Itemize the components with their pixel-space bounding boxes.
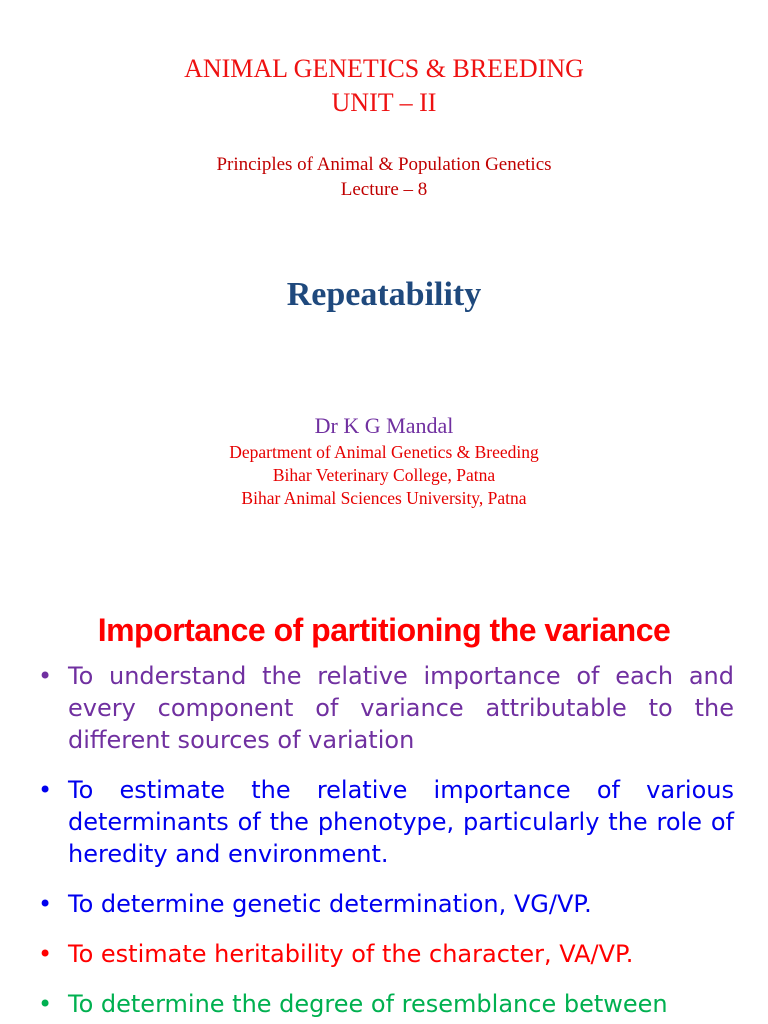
bullet-text: To determine genetic determination, VG/VP.: [68, 890, 592, 918]
subtitle: Principles of Animal & Population Genetics: [216, 154, 552, 175]
bullet-text: To estimate the relative importance of various determinants of the phenotype, particularly the role of heredity and environment.: [68, 776, 734, 868]
bullet-item: [38, 938, 734, 970]
bullet-text: To determine the degree of resemblance between: [68, 990, 668, 1018]
bullet-dot-icon: •: [38, 990, 53, 1018]
affiliation-university: Bihar Animal Sciences University, Patna: [241, 488, 527, 508]
topic-title: Repeatability: [286, 276, 482, 313]
bullet-item: [38, 774, 734, 870]
affiliation-department: Department of Animal Genetics & Breeding: [229, 442, 539, 462]
slide-variance: [0, 576, 768, 1024]
author-name: Dr K G Mandal: [314, 413, 454, 438]
bullet-dot-icon: •: [38, 776, 53, 804]
bullet-text: To estimate heritability of the character, VA/VP.: [68, 940, 634, 968]
lecture-number: Lecture – 8: [340, 179, 428, 200]
bullet-dot-icon: •: [38, 662, 53, 690]
course-name: ANIMAL GENETICS & BREEDING: [184, 54, 584, 83]
slide-title-heading: Importance of partitioning the variance: [97, 612, 671, 648]
bullet-item: [38, 660, 734, 756]
bullet-item: [38, 888, 734, 920]
course-title: [0, 52, 768, 120]
bullet-item: [38, 988, 734, 1020]
subtitle-block: [0, 152, 768, 202]
bullet-list: [38, 660, 734, 1024]
bullet-dot-icon: •: [38, 890, 53, 918]
unit-label: UNIT – II: [331, 88, 437, 117]
affiliation-college: Bihar Veterinary College, Patna: [272, 465, 496, 485]
affiliation: [0, 441, 768, 510]
bullet-text: To understand the relative importance of each and every component of variance attributable to the different sources of variation: [68, 662, 734, 754]
bullet-dot-icon: •: [38, 940, 53, 968]
